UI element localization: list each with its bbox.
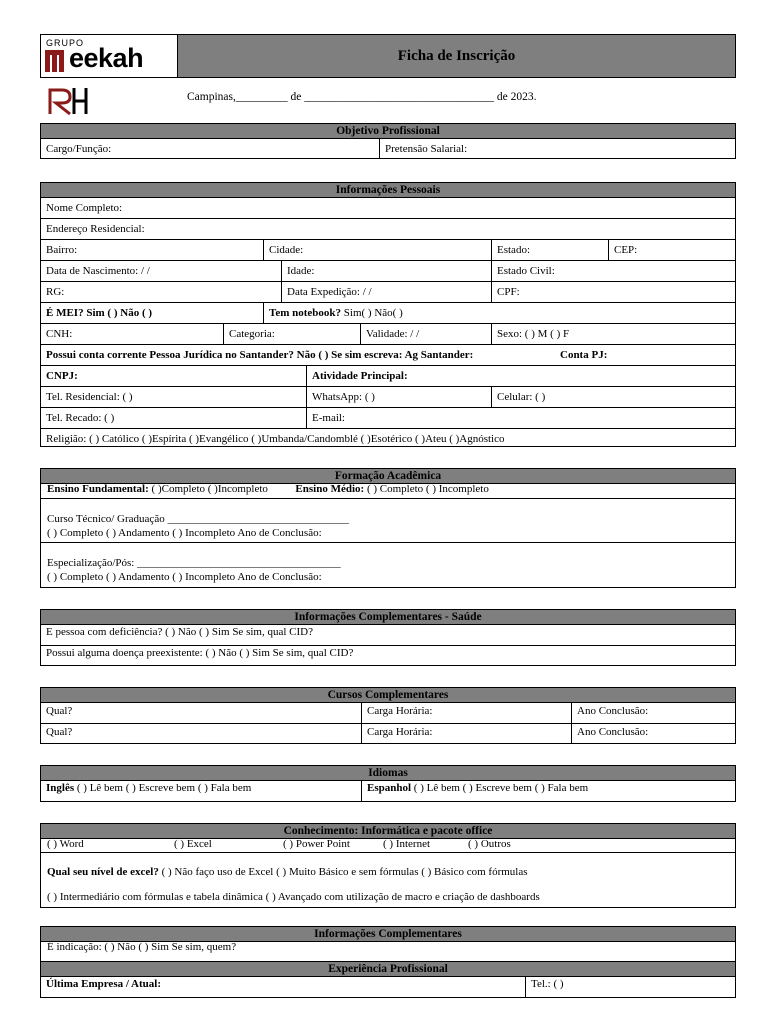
sexo-field[interactable]: Sexo: ( ) M ( ) F bbox=[491, 324, 735, 344]
section-formacao bbox=[40, 468, 736, 588]
curso-carga-field[interactable]: Carga Horária: bbox=[361, 724, 571, 744]
pretensao-field[interactable]: Pretensão Salarial: bbox=[379, 139, 735, 159]
form-row bbox=[41, 239, 735, 260]
mei-field[interactable]: É MEI? Sim ( ) Não ( ) bbox=[46, 307, 153, 319]
conta-pj-question[interactable]: Possui conta corrente Pessoa Jurídica no Santander? Não ( ) Se sim escreva: Ag Santander: bbox=[46, 349, 474, 361]
section-cursos bbox=[40, 687, 736, 744]
expedicao-field[interactable]: Data Expedição: / / bbox=[281, 282, 491, 302]
page-title: Ficha de Inscrição bbox=[397, 48, 516, 64]
section-conhecimento bbox=[40, 823, 736, 908]
especializacao-status[interactable]: ( ) Completo ( ) Andamento ( ) Incompleto Ano de Conclusão: bbox=[47, 571, 322, 583]
section-experiencia bbox=[40, 961, 736, 998]
form-row bbox=[41, 407, 735, 428]
form-row bbox=[41, 198, 735, 218]
cnpj-field[interactable]: CNPJ: bbox=[46, 370, 78, 382]
notebook-field[interactable]: Tem notebook? Sim( ) Não( ) bbox=[263, 303, 735, 323]
form-row bbox=[41, 645, 735, 666]
form-row bbox=[41, 428, 735, 449]
form-row bbox=[41, 977, 735, 997]
categoria-field[interactable]: Categoria: bbox=[223, 324, 360, 344]
divider bbox=[41, 498, 735, 499]
form-row bbox=[41, 218, 735, 239]
form-row bbox=[41, 260, 735, 281]
cargo-field[interactable]: Cargo/Função: bbox=[46, 143, 112, 155]
title-area bbox=[178, 35, 735, 77]
estado-civil-field[interactable]: Estado Civil: bbox=[491, 261, 735, 281]
whatsapp-field[interactable]: WhatsApp: ( ) bbox=[306, 387, 491, 407]
ultima-empresa-field[interactable]: Última Empresa / Atual: bbox=[46, 978, 161, 990]
endereco-field[interactable]: Endereço Residencial: bbox=[46, 223, 145, 235]
curso-field[interactable]: Curso Técnico/ Graduação _________________________________ bbox=[47, 513, 349, 525]
section-title: Informações Pessoais bbox=[41, 183, 735, 198]
logo-grupo: GRUPO bbox=[46, 38, 85, 48]
rg-field[interactable]: RG: bbox=[46, 286, 65, 298]
internet-option[interactable]: ( ) Internet bbox=[383, 838, 431, 850]
outros-option[interactable]: ( ) Outros bbox=[468, 838, 511, 850]
section-title: Conhecimento: Informática e pacote office bbox=[41, 824, 735, 839]
idade-field[interactable]: Idade: bbox=[281, 261, 491, 281]
tel-recado-field[interactable]: Tel. Recado: ( ) bbox=[46, 412, 115, 424]
date-line[interactable]: Campinas,_________ de _________________________________ de 2023. bbox=[187, 91, 537, 103]
religiao-field[interactable]: Religião: ( ) Católico ( )Espírita ( )Evangélico ( )Umbanda/Candomblé ( )Esotérico ( )Ateu ( )Agnóstico bbox=[46, 433, 505, 445]
curso-ano-field[interactable]: Ano Conclusão: bbox=[571, 703, 735, 723]
section-idiomas bbox=[40, 765, 736, 802]
section-pessoais bbox=[40, 182, 736, 447]
validade-field[interactable]: Validade: / / bbox=[360, 324, 491, 344]
form-row bbox=[41, 625, 735, 645]
form-row bbox=[41, 344, 735, 365]
curso-qual-field[interactable]: Qual? bbox=[46, 726, 73, 738]
curso-ano-field[interactable]: Ano Conclusão: bbox=[571, 724, 735, 744]
section-title: Informações Complementares bbox=[41, 927, 735, 942]
ingles-field[interactable]: Inglês ( ) Lê bem ( ) Escreve bem ( ) Fala bem bbox=[46, 782, 252, 794]
espanhol-field[interactable]: Espanhol ( ) Lê bem ( ) Escreve bem ( ) Fala bem bbox=[361, 781, 735, 801]
form-row bbox=[41, 323, 735, 344]
section-title: Idiomas bbox=[41, 766, 735, 781]
celular-field[interactable]: Celular: ( ) bbox=[491, 387, 735, 407]
section-title: Formação Acadêmica bbox=[41, 469, 735, 484]
especializacao-field[interactable]: Especialização/Pós: _____________________________________ bbox=[47, 557, 341, 569]
section-complementares bbox=[40, 926, 736, 962]
curso-qual-field[interactable]: Qual? bbox=[46, 705, 73, 717]
form-row bbox=[41, 139, 735, 159]
form-row bbox=[41, 365, 735, 386]
excel-level-row2[interactable]: ( ) Intermediário com fórmulas e tabela dinâmica ( ) Avançado com utilização de macro e criação de dashboards bbox=[47, 891, 540, 903]
form-row bbox=[41, 386, 735, 407]
logo-mark bbox=[45, 50, 71, 72]
cidade-field[interactable]: Cidade: bbox=[263, 240, 491, 260]
section-title: Experiência Profissional bbox=[41, 962, 735, 977]
deficiencia-field[interactable]: E pessoa com deficiência? ( ) Não ( ) Sim Se sim, qual CID? bbox=[46, 626, 313, 638]
rh-logo bbox=[46, 86, 90, 116]
logo-name: eekah bbox=[69, 43, 144, 73]
header-bar bbox=[40, 34, 736, 78]
form-row bbox=[41, 703, 735, 723]
form-row bbox=[41, 781, 735, 801]
indicacao-field[interactable]: É indicação: ( ) Não ( ) Sim Se sim, quem? bbox=[47, 941, 237, 953]
conta-pj-field[interactable]: Conta PJ: bbox=[560, 349, 608, 361]
curso-status[interactable]: ( ) Completo ( ) Andamento ( ) Incompleto Ano de Conclusão: bbox=[47, 527, 322, 539]
section-title: Cursos Complementares bbox=[41, 688, 735, 703]
curso-carga-field[interactable]: Carga Horária: bbox=[361, 703, 571, 723]
atividade-field[interactable]: Atividade Principal: bbox=[306, 366, 735, 386]
divider bbox=[41, 542, 735, 543]
cnh-field[interactable]: CNH: bbox=[46, 328, 73, 340]
form-row bbox=[41, 302, 735, 323]
ensino-row[interactable]: Ensino Fundamental: ( )Completo ( )Incompleto Ensino Médio: ( ) Completo ( ) Incompleto bbox=[47, 483, 489, 495]
doenca-field[interactable]: Possui alguma doença preexistente: ( ) Não ( ) Sim Se sim, qual CID? bbox=[46, 647, 354, 659]
nome-field[interactable]: Nome Completo: bbox=[46, 202, 123, 214]
divider bbox=[41, 852, 735, 853]
empresa-tel-field[interactable]: Tel.: ( ) bbox=[525, 977, 735, 997]
section-saude bbox=[40, 609, 736, 666]
nascimento-field[interactable]: Data de Nascimento: / / bbox=[46, 265, 150, 277]
section-title: Informações Complementares - Saúde bbox=[41, 610, 735, 625]
powerpoint-option[interactable]: ( ) Power Point bbox=[283, 838, 350, 850]
bairro-field[interactable]: Bairro: bbox=[46, 244, 78, 256]
cpf-field[interactable]: CPF: bbox=[491, 282, 735, 302]
form-row bbox=[41, 723, 735, 744]
logo bbox=[41, 35, 178, 77]
excel-level-row[interactable]: Qual seu nível de excel? ( ) Não faço uso de Excel ( ) Muito Básico e sem fórmulas ( ) Básico com fórmulas bbox=[47, 866, 528, 878]
section-objetivo bbox=[40, 123, 736, 159]
estado-field[interactable]: Estado: bbox=[491, 240, 608, 260]
word-option[interactable]: ( ) Word bbox=[47, 838, 84, 850]
tel-residencial-field[interactable]: Tel. Residencial: ( ) bbox=[46, 391, 133, 403]
section-title: Objetivo Profissional bbox=[41, 124, 735, 139]
form-row bbox=[41, 281, 735, 302]
excel-option[interactable]: ( ) Excel bbox=[174, 838, 212, 850]
email-field[interactable]: E-mail: bbox=[306, 408, 735, 428]
cep-field[interactable]: CEP: bbox=[608, 240, 735, 260]
